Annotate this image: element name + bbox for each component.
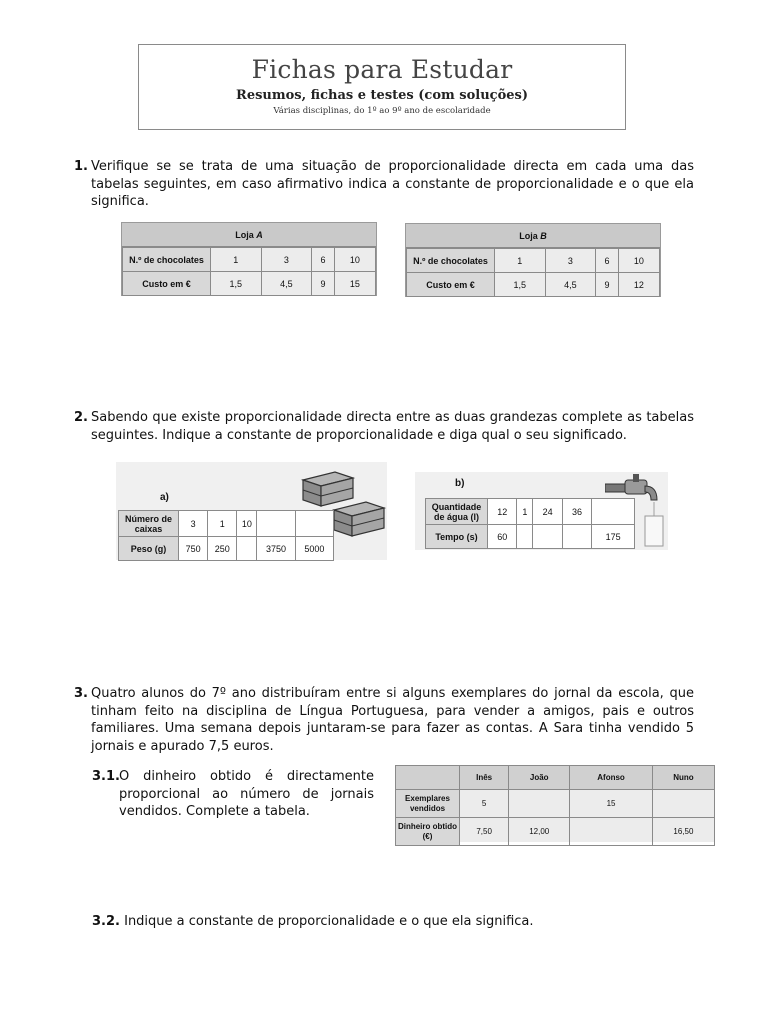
subquestion-3-2 [92, 914, 534, 929]
table-cell: 7,50 [460, 818, 509, 846]
question-2 [74, 409, 694, 444]
table-heading: Loja B [406, 224, 660, 248]
table-cell: 3 [261, 248, 312, 272]
figure-label: b) [455, 478, 465, 489]
table-row [396, 818, 715, 846]
table-cell: 1 [517, 499, 533, 525]
table-cell [257, 511, 295, 537]
table-cell: 6 [312, 248, 335, 272]
subquestion-number: 3.1. [92, 769, 120, 784]
column-header: Nuno [652, 766, 714, 790]
table-cell [295, 511, 333, 537]
table-cell: 1,5 [495, 273, 546, 297]
table-row [407, 273, 660, 297]
table-row [123, 248, 376, 272]
table-cell: 15 [334, 272, 375, 296]
table-cell: 6 [596, 249, 619, 273]
header-title: Fichas para Estudar [251, 55, 513, 84]
table-row [396, 766, 715, 790]
table-cell: 9 [596, 273, 619, 297]
column-header: João [509, 766, 570, 790]
row-label: N.º de chocolates [407, 249, 495, 273]
question-1 [74, 158, 694, 211]
table-row [407, 249, 660, 273]
table-row [426, 499, 635, 525]
row-label: Custo em € [407, 273, 495, 297]
question-number: 3. [74, 686, 88, 701]
question-3 [74, 685, 694, 755]
table-cell: 9 [312, 272, 335, 296]
table-cell: 36 [562, 499, 591, 525]
table-cell: 1 [495, 249, 546, 273]
table-newspapers [395, 765, 715, 842]
table-cell: 16,50 [652, 818, 714, 846]
table-row [426, 525, 635, 549]
table-cell: 10 [618, 249, 659, 273]
table-cell: 5 [460, 790, 509, 818]
table-cell: 1,5 [211, 272, 262, 296]
table-cell: 15 [570, 790, 653, 818]
table-cell: 60 [488, 525, 517, 549]
row-label: Tempo (s) [426, 525, 488, 549]
figure-table-a [116, 462, 387, 560]
row-label: Dinheiro obtido (€) [396, 818, 460, 846]
subquestion-number: 3.2. [92, 914, 120, 929]
row-label: N.º de chocolates [123, 248, 211, 272]
figure-table-b [415, 472, 668, 550]
corner-cell [396, 766, 460, 790]
table-cell: 250 [208, 537, 237, 561]
subquestion-text: Indique a constante de proporcionalidade e o que ela significa. [124, 914, 534, 929]
row-label: Peso (g) [119, 537, 179, 561]
table-cell: 1 [211, 248, 262, 272]
row-label: Exemplares vendidos [396, 790, 460, 818]
table-row [396, 790, 715, 818]
table-cell: 5000 [295, 537, 333, 561]
table-cell: 24 [533, 499, 562, 525]
table-cell: 10 [334, 248, 375, 272]
table-loja-b [405, 223, 661, 297]
row-label: Número de caixas [119, 511, 179, 537]
table-cell [533, 525, 562, 549]
table-cell: 1 [208, 511, 237, 537]
table-row [119, 511, 334, 537]
table-cell: 12 [488, 499, 517, 525]
question-text: Quatro alunos do 7º ano distribuíram entre si alguns exemplares do jornal da escola, que tinham feito na disciplina de Língua Portuguesa, para vender a amigos, pais e outros familiares. Uma semana depois juntaram-se para fazer as contas. A Sara tinha vendido 5 jornais e apurado 7,5 euros. [91, 686, 694, 754]
table-cell: 12,00 [509, 818, 570, 846]
document-header [138, 44, 626, 130]
table-cell: 10 [237, 511, 257, 537]
table-cell: 175 [592, 525, 635, 549]
header-subtitle: Resumos, fichas e testes (com soluções) [236, 88, 528, 103]
row-label: Custo em € [123, 272, 211, 296]
table-cell [562, 525, 591, 549]
subquestion-text: O dinheiro obtido é directamente proporcional ao número de jornais vendidos. Complete a tabela. [119, 769, 374, 819]
table-cell: 3 [179, 511, 208, 537]
question-text: Verifique se se trata de uma situação de proporcionalidade directa em cada uma das tabelas seguintes, em caso afirmativo indica a constante de proporcionalidade e o que ela significa. [91, 159, 694, 209]
figure-label: a) [160, 492, 169, 503]
question-text: Sabendo que existe proporcionalidade directa entre as duas grandezas complete as tabelas seguintes. Indique a constante de proporcionalidade e diga qual o seu significado. [91, 410, 694, 443]
table-cell: 750 [179, 537, 208, 561]
table-cell: 4,5 [545, 273, 596, 297]
table-cell [652, 790, 714, 818]
subquestion-3-1 [92, 768, 374, 821]
question-number: 2. [74, 410, 88, 425]
table-cell [237, 537, 257, 561]
header-small-text: Várias disciplinas, do 1º ao 9º ano de escolaridade [273, 106, 491, 116]
table-cell [592, 499, 635, 525]
table-cell [509, 790, 570, 818]
question-number: 1. [74, 159, 88, 174]
column-header: Afonso [570, 766, 653, 790]
table-row [123, 272, 376, 296]
crate-icon [330, 496, 386, 538]
table-cell: 3750 [257, 537, 295, 561]
row-label: Quantidade de água (l) [426, 499, 488, 525]
table-cell: 3 [545, 249, 596, 273]
table-cell: 4,5 [261, 272, 312, 296]
table-cell [570, 818, 653, 846]
column-header: Inês [460, 766, 509, 790]
table-row [119, 537, 334, 561]
table-cell [517, 525, 533, 549]
table-heading: Loja A [122, 223, 376, 247]
table-cell: 12 [618, 273, 659, 297]
table-loja-a [121, 222, 377, 296]
